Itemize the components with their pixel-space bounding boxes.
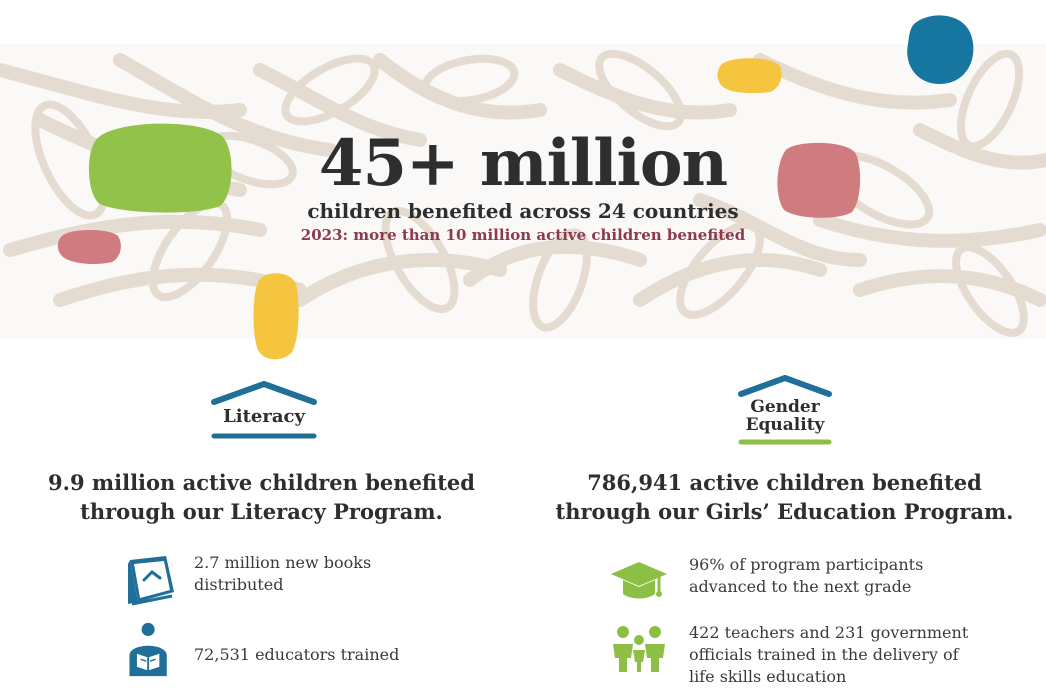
literacy-badge	[208, 380, 320, 450]
gender-equality-badge-label: Gender Equality	[745, 397, 825, 435]
educator-reading-icon	[120, 622, 180, 678]
literacy-headline: 9.9 million active children benefited through our Literacy Program.	[48, 470, 475, 524]
gender-stat-trained	[609, 622, 969, 688]
gender-stat-trained-text: 422 teachers and 231 government officials trained in the delivery of life skills education	[689, 623, 969, 686]
group-of-people-icon	[609, 622, 669, 678]
graduation-cap-icon	[609, 554, 669, 610]
hero-headline: 45+ million	[318, 126, 728, 201]
gender-equality-badge	[735, 374, 835, 450]
book-icon	[120, 552, 180, 608]
literacy-stat-educators-text: 72,531 educators trained	[194, 645, 400, 664]
gender-stat-advanced-text: 96% of program participants advanced to the next grade	[689, 555, 924, 596]
literacy-stat-books	[120, 552, 464, 608]
literacy-badge-label: Literacy	[223, 406, 305, 427]
literacy-stat-educators	[120, 622, 464, 678]
gender-stat-advanced	[609, 554, 959, 610]
gender-equality-headline: 786,941 active children benefited through our Girls’ Education Program.	[555, 470, 1014, 524]
hero-subtitle: children benefited across 24 countries	[307, 199, 739, 223]
hero-note: 2023: more than 10 million active children benefited	[300, 226, 746, 244]
literacy-stat-books-text: 2.7 million new books distributed	[194, 553, 372, 594]
